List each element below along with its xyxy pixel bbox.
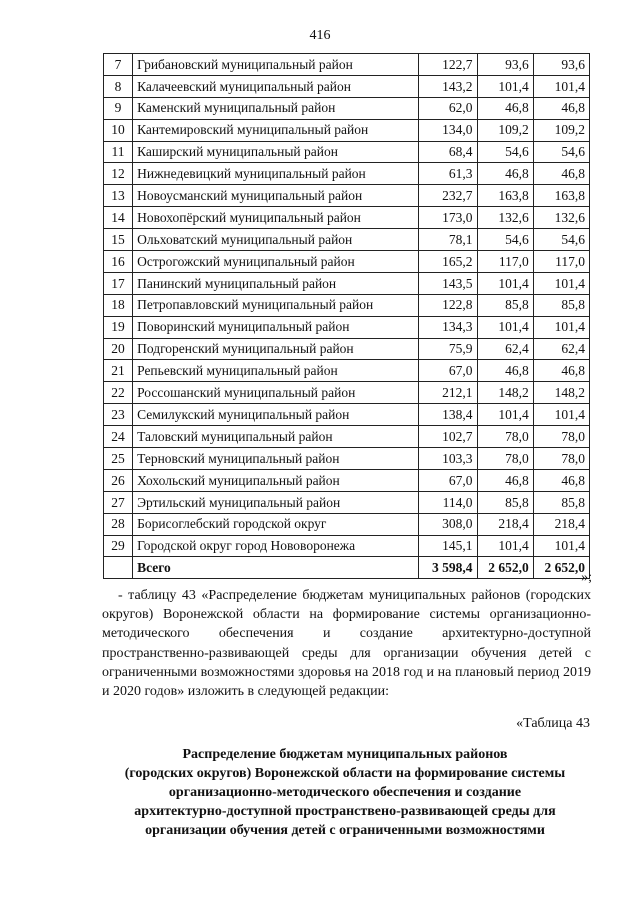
cell-num: 25 bbox=[104, 448, 133, 470]
cell-v1: 134,0 bbox=[419, 119, 477, 141]
cell-v3: 62,4 bbox=[533, 338, 589, 360]
cell-num: 19 bbox=[104, 316, 133, 338]
cell-num: 20 bbox=[104, 338, 133, 360]
cell-v3: 101,4 bbox=[533, 316, 589, 338]
cell-name: Городской округ город Нововоронежа bbox=[133, 535, 419, 557]
cell-num: 13 bbox=[104, 185, 133, 207]
cell-v3: 78,0 bbox=[533, 448, 589, 470]
cell-v1: 103,3 bbox=[419, 448, 477, 470]
cell-v2: 62,4 bbox=[477, 338, 533, 360]
cell-name: Каменский муниципальный район bbox=[133, 97, 419, 119]
cell-v2: 78,0 bbox=[477, 426, 533, 448]
cell-v1: 308,0 bbox=[419, 513, 477, 535]
table-row bbox=[104, 426, 590, 448]
cell-v2: 78,0 bbox=[477, 448, 533, 470]
cell-name: Острогожский муниципальный район bbox=[133, 251, 419, 273]
cell-v3: 46,8 bbox=[533, 163, 589, 185]
cell-name: Борисоглебский городской округ bbox=[133, 513, 419, 535]
cell-v1: 68,4 bbox=[419, 141, 477, 163]
table-row bbox=[104, 163, 590, 185]
cell-v2: 54,6 bbox=[477, 141, 533, 163]
total-v2: 2 652,0 bbox=[477, 557, 533, 579]
cell-v2: 85,8 bbox=[477, 294, 533, 316]
cell-v2: 218,4 bbox=[477, 513, 533, 535]
cell-v3: 101,4 bbox=[533, 404, 589, 426]
table-row bbox=[104, 207, 590, 229]
cell-name: Каширский муниципальный район bbox=[133, 141, 419, 163]
cell-num: 26 bbox=[104, 469, 133, 491]
cell-num: 23 bbox=[104, 404, 133, 426]
cell-v3: 46,8 bbox=[533, 360, 589, 382]
table-heading bbox=[100, 745, 590, 840]
cell-num: 14 bbox=[104, 207, 133, 229]
budget-table-body bbox=[104, 54, 590, 579]
table-row bbox=[104, 448, 590, 470]
cell-v2: 85,8 bbox=[477, 491, 533, 513]
cell-num: 17 bbox=[104, 272, 133, 294]
cell-v3: 148,2 bbox=[533, 382, 589, 404]
cell-name: Панинский муниципальный район bbox=[133, 272, 419, 294]
cell-v3: 132,6 bbox=[533, 207, 589, 229]
total-name: Всего bbox=[133, 557, 419, 579]
cell-v3: 54,6 bbox=[533, 229, 589, 251]
table-row bbox=[104, 141, 590, 163]
cell-v3: 46,8 bbox=[533, 469, 589, 491]
cell-num: 9 bbox=[104, 97, 133, 119]
total-v3: 2 652,0 bbox=[533, 557, 589, 579]
cell-v1: 134,3 bbox=[419, 316, 477, 338]
table-row bbox=[104, 185, 590, 207]
cell-name: Петропавловский муниципальный район bbox=[133, 294, 419, 316]
cell-v3: 46,8 bbox=[533, 97, 589, 119]
cell-v2: 54,6 bbox=[477, 229, 533, 251]
cell-v1: 122,7 bbox=[419, 54, 477, 76]
cell-v1: 138,4 bbox=[419, 404, 477, 426]
cell-v2: 117,0 bbox=[477, 251, 533, 273]
cell-v1: 78,1 bbox=[419, 229, 477, 251]
total-v1: 3 598,4 bbox=[419, 557, 477, 579]
table-row bbox=[104, 229, 590, 251]
cell-name: Россошанский муниципальный район bbox=[133, 382, 419, 404]
table-row bbox=[104, 294, 590, 316]
budget-table bbox=[103, 53, 590, 579]
cell-v2: 46,8 bbox=[477, 163, 533, 185]
cell-name: Семилукский муниципальный район bbox=[133, 404, 419, 426]
cell-v1: 145,1 bbox=[419, 535, 477, 557]
cell-v1: 212,1 bbox=[419, 382, 477, 404]
cell-v3: 93,6 bbox=[533, 54, 589, 76]
cell-name: Таловский муниципальный район bbox=[133, 426, 419, 448]
cell-v1: 165,2 bbox=[419, 251, 477, 273]
cell-v2: 46,8 bbox=[477, 469, 533, 491]
cell-name: Кантемировский муниципальный район bbox=[133, 119, 419, 141]
cell-name: Репьевский муниципальный район bbox=[133, 360, 419, 382]
cell-name: Грибановский муниципальный район bbox=[133, 54, 419, 76]
cell-v3: 101,4 bbox=[533, 75, 589, 97]
table-row bbox=[104, 535, 590, 557]
heading-line: организации обучения детей с ограниченными возможностями bbox=[145, 823, 545, 838]
cell-num: 8 bbox=[104, 75, 133, 97]
cell-name: Поворинский муниципальный район bbox=[133, 316, 419, 338]
table-row bbox=[104, 316, 590, 338]
cell-v2: 109,2 bbox=[477, 119, 533, 141]
cell-num: 24 bbox=[104, 426, 133, 448]
cell-v1: 122,8 bbox=[419, 294, 477, 316]
cell-v2: 101,4 bbox=[477, 272, 533, 294]
cell-v1: 173,0 bbox=[419, 207, 477, 229]
table-row bbox=[104, 491, 590, 513]
table-row bbox=[104, 54, 590, 76]
heading-line: архитектурно-доступной пространствено-развивающей среды для bbox=[134, 804, 556, 819]
cell-name: Ольховатский муниципальный район bbox=[133, 229, 419, 251]
table-row bbox=[104, 513, 590, 535]
cell-num: 16 bbox=[104, 251, 133, 273]
cell-num: 28 bbox=[104, 513, 133, 535]
cell-v3: 54,6 bbox=[533, 141, 589, 163]
table-row bbox=[104, 404, 590, 426]
cell-name: Терновский муниципальный район bbox=[133, 448, 419, 470]
cell-v1: 62,0 bbox=[419, 97, 477, 119]
cell-empty bbox=[104, 557, 133, 579]
cell-num: 12 bbox=[104, 163, 133, 185]
cell-num: 22 bbox=[104, 382, 133, 404]
cell-v3: 163,8 bbox=[533, 185, 589, 207]
table-row bbox=[104, 75, 590, 97]
cell-v2: 101,4 bbox=[477, 75, 533, 97]
total-row bbox=[104, 557, 590, 579]
cell-v3: 101,4 bbox=[533, 535, 589, 557]
cell-num: 21 bbox=[104, 360, 133, 382]
cell-v2: 163,8 bbox=[477, 185, 533, 207]
cell-name: Новохопёрский муниципальный район bbox=[133, 207, 419, 229]
table-row bbox=[104, 338, 590, 360]
cell-v2: 101,4 bbox=[477, 535, 533, 557]
table-row bbox=[104, 272, 590, 294]
table-row bbox=[104, 119, 590, 141]
cell-num: 11 bbox=[104, 141, 133, 163]
cell-v1: 143,2 bbox=[419, 75, 477, 97]
heading-line: Распределение бюджетам муниципальных районов bbox=[182, 747, 508, 762]
cell-name: Новоусманский муниципальный район bbox=[133, 185, 419, 207]
cell-name: Подгоренский муниципальный район bbox=[133, 338, 419, 360]
heading-line: (городских округов) Воронежской области на формирование системы bbox=[124, 766, 566, 781]
table-row bbox=[104, 382, 590, 404]
cell-v2: 132,6 bbox=[477, 207, 533, 229]
cell-v3: 85,8 bbox=[533, 294, 589, 316]
table-row bbox=[104, 469, 590, 491]
cell-v3: 78,0 bbox=[533, 426, 589, 448]
cell-v2: 148,2 bbox=[477, 382, 533, 404]
cell-num: 15 bbox=[104, 229, 133, 251]
cell-num: 10 bbox=[104, 119, 133, 141]
cell-num: 29 bbox=[104, 535, 133, 557]
closing-quote-mark: »; bbox=[581, 570, 592, 585]
table-row bbox=[104, 251, 590, 273]
cell-v1: 114,0 bbox=[419, 491, 477, 513]
cell-v1: 102,7 bbox=[419, 426, 477, 448]
cell-v3: 85,8 bbox=[533, 491, 589, 513]
cell-v1: 61,3 bbox=[419, 163, 477, 185]
cell-num: 7 bbox=[104, 54, 133, 76]
page-number: 416 bbox=[309, 28, 331, 43]
cell-v2: 101,4 bbox=[477, 316, 533, 338]
cell-name: Хохольский муниципальный район bbox=[133, 469, 419, 491]
cell-v1: 232,7 bbox=[419, 185, 477, 207]
cell-v3: 218,4 bbox=[533, 513, 589, 535]
cell-v1: 67,0 bbox=[419, 469, 477, 491]
cell-v2: 93,6 bbox=[477, 54, 533, 76]
cell-v2: 46,8 bbox=[477, 360, 533, 382]
cell-v1: 75,9 bbox=[419, 338, 477, 360]
cell-v1: 143,5 bbox=[419, 272, 477, 294]
amendment-paragraph: - таблицу 43 «Распределение бюджетам муниципальных районов (городских округов) Воронежской области на формирование системы организационно-методического обеспечения и создание архитектурно-доступной пространственно-развивающей среды для организации обучения детей с ограниченными возможностями здоровья на 2018 год и на плановый период 2019 и 2020 годов» изложить в следующей редакции: bbox=[102, 588, 591, 700]
cell-v3: 101,4 bbox=[533, 272, 589, 294]
cell-v2: 46,8 bbox=[477, 97, 533, 119]
cell-name: Эртильский муниципальный район bbox=[133, 491, 419, 513]
cell-v2: 101,4 bbox=[477, 404, 533, 426]
cell-v1: 67,0 bbox=[419, 360, 477, 382]
cell-num: 27 bbox=[104, 491, 133, 513]
table-row bbox=[104, 97, 590, 119]
cell-v3: 117,0 bbox=[533, 251, 589, 273]
cell-num: 18 bbox=[104, 294, 133, 316]
cell-v3: 109,2 bbox=[533, 119, 589, 141]
heading-line: организационно-методического обеспечения и создание bbox=[168, 785, 522, 800]
cell-name: Нижнедевицкий муниципальный район bbox=[133, 163, 419, 185]
table-row bbox=[104, 360, 590, 382]
table-label: «Таблица 43 bbox=[516, 716, 590, 731]
cell-name: Калачеевский муниципальный район bbox=[133, 75, 419, 97]
